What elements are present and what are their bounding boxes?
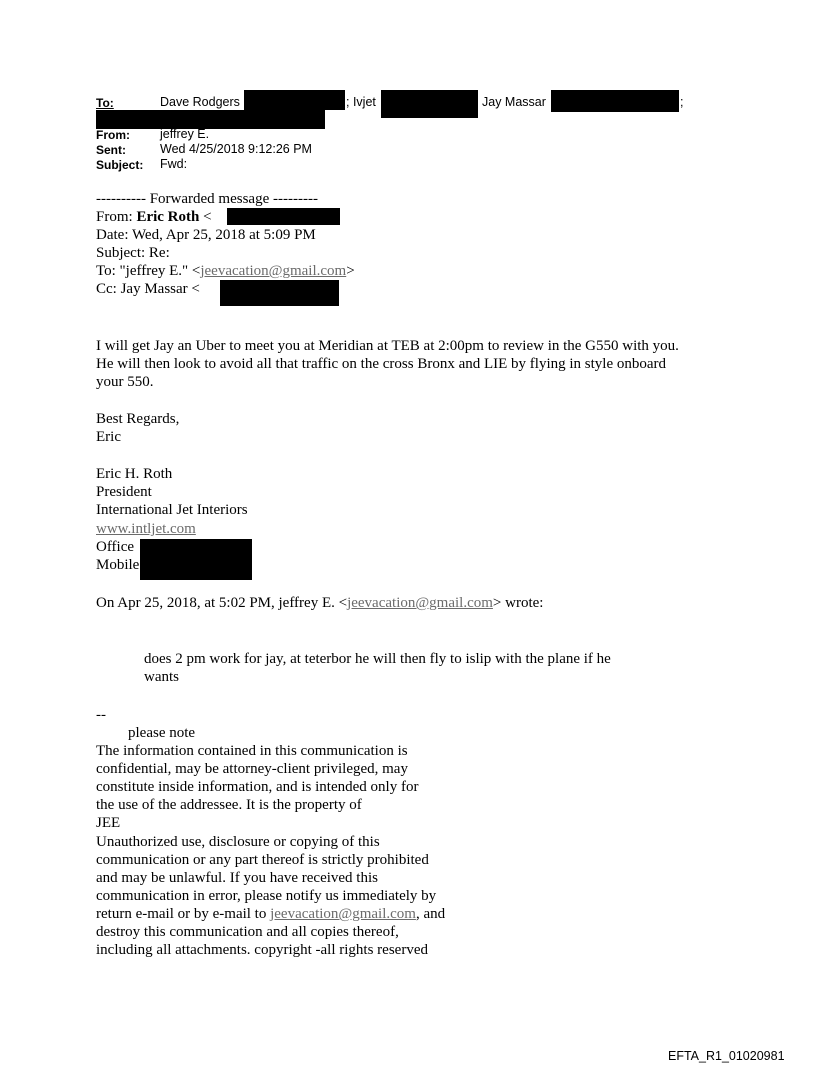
to-label: To: xyxy=(96,96,114,110)
disclaimer-line: Unauthorized use, disclosure or copying of this xyxy=(96,834,380,850)
disclaimer-line: confidential, may be attorney-client privileged, may xyxy=(96,761,408,777)
quote-line-1: does 2 pm work for jay, at teterbor he will then fly to islip with the plane if he xyxy=(144,651,611,667)
website-link[interactable]: www.intljet.com xyxy=(96,521,196,537)
to-recipient-2: ; Ivjet xyxy=(346,95,376,109)
to-recipient-1: Dave Rodgers xyxy=(160,95,240,109)
disclaimer-line: the use of the addressee. It is the property of xyxy=(96,797,362,813)
to-recipient-3: Jay Massar xyxy=(482,95,546,109)
disclaimer-line: constitute inside information, and is intended only for xyxy=(96,779,419,795)
disclaimer-line: including all attachments. copyright -all rights reserved xyxy=(96,942,428,958)
disclaimer-return-line xyxy=(96,905,445,923)
redaction-box xyxy=(381,90,478,118)
document-id: EFTA_R1_01020981 xyxy=(668,1049,785,1063)
forwarded-subject: Subject: Re: xyxy=(96,245,170,261)
subject-value: Fwd: xyxy=(160,157,188,171)
redaction-box xyxy=(96,110,325,129)
disclaimer-line: and may be unlawful. If you have received this xyxy=(96,870,378,886)
quote-line-2: wants xyxy=(144,669,179,685)
quote-email-link[interactable]: jeevacation@gmail.com xyxy=(347,595,493,611)
redaction-box xyxy=(220,280,339,306)
signature-title: President xyxy=(96,484,152,500)
signature-website xyxy=(96,520,196,538)
signature-mobile-label: Mobile xyxy=(96,557,140,573)
signature-name: Eric H. Roth xyxy=(96,466,173,482)
quote-intro-suffix: > wrote: xyxy=(492,595,544,611)
disclaimer-line: The information contained in this communication is xyxy=(96,743,408,759)
return-suffix: , and xyxy=(415,906,446,922)
closing-line-1: Best Regards, xyxy=(96,411,180,427)
message-line-1: I will get Jay an Uber to meet you at Meridian at TEB at 2:00pm to review in the G550 with you. xyxy=(96,338,679,354)
redaction-box xyxy=(140,539,252,580)
message-line-3: your 550. xyxy=(96,374,154,390)
redaction-box xyxy=(244,90,345,110)
from-name: Eric Roth xyxy=(136,209,200,225)
sent-value: Wed 4/25/2018 9:12:26 PM xyxy=(160,142,312,156)
signature-office-label: Office xyxy=(96,539,135,555)
disclaimer-line: communication or any part thereof is strictly prohibited xyxy=(96,852,429,868)
disclaimer-line: communication in error, please notify us immediately by xyxy=(96,888,437,904)
cc-prefix: Cc: Jay Massar < xyxy=(96,281,200,297)
signature-company: International Jet Interiors xyxy=(96,502,248,518)
to-prefix: To: "jeffrey E." < xyxy=(96,263,201,279)
disclaimer-email-link[interactable]: jeevacation@gmail.com xyxy=(270,906,416,922)
from-open-bracket: < xyxy=(199,209,212,225)
message-line-2: He will then look to avoid all that traffic on the cross Bronx and LIE by flying in style onboard xyxy=(96,356,667,372)
quote-intro xyxy=(96,594,543,612)
to-suffix: > xyxy=(346,263,355,279)
from-value: jeffrey E. xyxy=(160,127,210,141)
forwarded-to xyxy=(96,262,355,280)
disclaimer-line: destroy this communication and all copies thereof, xyxy=(96,924,399,940)
from-label: From: xyxy=(96,128,130,142)
signature-dashes: -- xyxy=(96,707,106,723)
redaction-box xyxy=(551,90,679,112)
quote-intro-prefix: On Apr 25, 2018, at 5:02 PM, jeffrey E. < xyxy=(96,595,348,611)
to-email-link[interactable]: jeevacation@gmail.com xyxy=(200,263,347,279)
forwarded-banner: ---------- Forwarded message --------- xyxy=(96,191,318,207)
forwarded-date: Date: Wed, Apr 25, 2018 at 5:09 PM xyxy=(96,227,316,243)
from-prefix: From: xyxy=(96,209,137,225)
return-prefix: return e-mail or by e-mail to xyxy=(96,906,271,922)
to-separator: ; xyxy=(680,95,684,109)
disclaimer-line: JEE xyxy=(96,815,121,831)
redaction-box xyxy=(227,208,340,225)
subject-label: Subject: xyxy=(96,158,144,172)
sent-label: Sent: xyxy=(96,143,126,157)
disclaimer-note: please note xyxy=(128,725,196,741)
closing-line-2: Eric xyxy=(96,429,121,445)
